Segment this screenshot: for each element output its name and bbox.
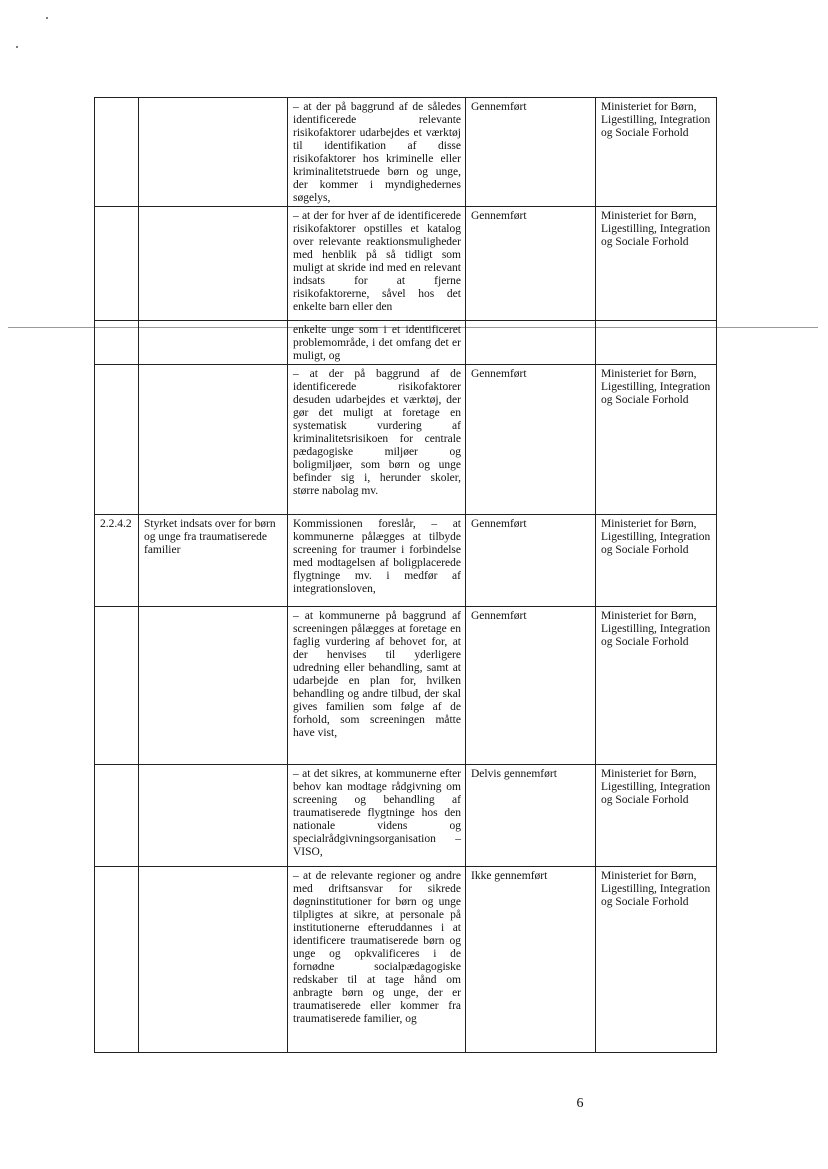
section-number-cell: 2.2.4.2	[95, 515, 139, 607]
section-number-cell	[95, 867, 139, 1053]
section-title-cell	[139, 321, 288, 365]
status-cell: Delvis gennemført	[466, 765, 596, 867]
table-row	[95, 98, 717, 207]
table-row	[95, 515, 717, 607]
table-row	[95, 365, 717, 515]
measure-cell: enkelte unge som i et identificeret problemområde, i det omfang det er muligt, og	[288, 321, 466, 365]
page-number: 6	[576, 1096, 584, 1111]
ministry-cell: Ministeriet for Børn, Ligestilling, Integration og Sociale Forhold	[596, 515, 717, 607]
status-cell: Gennemført	[466, 515, 596, 607]
status-cell: Gennemført	[466, 207, 596, 321]
ministry-cell: Ministeriet for Børn, Ligestilling, Integration og Sociale Forhold	[596, 98, 717, 207]
section-title-cell	[139, 365, 288, 515]
ministry-cell: Ministeriet for Børn, Ligestilling, Integration og Sociale Forhold	[596, 765, 717, 867]
table-row	[95, 765, 717, 867]
status-cell: Gennemført	[466, 98, 596, 207]
table-row	[95, 321, 717, 365]
section-title-cell	[139, 98, 288, 207]
ministry-cell: Ministeriet for Børn, Ligestilling, Integration og Sociale Forhold	[596, 607, 717, 765]
measure-cell: – at kommunerne på baggrund af screeningen pålægges at foretage en faglig vurdering af behovet for, at der henvises til yderligere udredning eller behandling, samt at udarbejde en plan for, hvilken behandling og andre tilbud, der skal gives familien som følge af de forhold, som screeningen måtte have vist,	[288, 607, 466, 765]
section-number-cell	[95, 207, 139, 321]
section-number-cell	[95, 98, 139, 207]
measure-cell: – at der på baggrund af de således identificerede relevante risikofaktorer udarbejdes et værktøj til identifikation af disse risikofaktorer hos kriminelle eller kriminalitetstruede børn og unge, der kommer i myndighedernes søgelys,	[288, 98, 466, 207]
measure-cell: – at det sikres, at kommunerne efter behov kan modtage rådgivning om screening og behandling af traumatiserede flygtninge hos den nationale videns og specialrådgivningsorganisation – VISO,	[288, 765, 466, 867]
section-number-cell	[95, 365, 139, 515]
section-number-cell	[95, 321, 139, 365]
ministry-cell: Ministeriet for Børn, Ligestilling, Integration og Sociale Forhold	[596, 365, 717, 515]
measure-cell: – at de relevante regioner og andre med driftsansvar for sikrede døgninstitutioner for børn og unge tilpligtes at sikre, at personale på institutionerne efteruddannes i at identificere traumatiserede børn og unge og opkvalificeres i de fornødne socialpædagogiske redskaber til at tage hånd om anbragte børn og unge, der er traumatiserede eller kommer fra traumatiserede familier, og	[288, 867, 466, 1053]
scan-speck	[46, 17, 48, 19]
status-cell	[466, 321, 596, 365]
ministry-cell: Ministeriet for Børn, Ligestilling, Integration og Sociale Forhold	[596, 867, 717, 1053]
section-title-cell	[139, 765, 288, 867]
section-title-cell	[139, 867, 288, 1053]
ministry-cell	[596, 321, 717, 365]
table-row	[95, 607, 717, 765]
measures-table	[94, 97, 717, 1053]
table-row	[95, 867, 717, 1053]
section-number-cell	[95, 765, 139, 867]
status-cell: Gennemført	[466, 607, 596, 765]
section-title-cell	[139, 207, 288, 321]
table-row	[95, 207, 717, 321]
measure-cell: – at der på baggrund af de identificerede risikofaktorer desuden udarbejdes et værktøj, der gør det muligt at foretage en systematisk vurdering af kriminalitetsrisikoen for centrale pædagogiske miljøer og boligmiljøer, som børn og unge befinder sig i, herunder skoler, større nabolag mv.	[288, 365, 466, 515]
status-cell: Gennemført	[466, 365, 596, 515]
section-title-cell	[139, 607, 288, 765]
scan-speck	[16, 46, 18, 48]
section-title-cell: Styrket indsats over for børn og unge fra traumatiserede familier	[139, 515, 288, 607]
measure-cell: – at der for hver af de identificerede risikofaktorer opstilles et katalog over relevante reaktionsmuligheder med henblik på så tidligt som muligt at skride ind med en relevant indsats for at fjerne risikofaktorerne, såvel hos det enkelte barn eller den	[288, 207, 466, 321]
status-cell: Ikke gennemført	[466, 867, 596, 1053]
section-number-cell	[95, 607, 139, 765]
ministry-cell: Ministeriet for Børn, Ligestilling, Integration og Sociale Forhold	[596, 207, 717, 321]
measure-cell: Kommissionen foreslår, – at kommunerne pålægges at tilbyde screening for traumer i forbindelse med modtagelsen af boligplacerede flygtninge mv. i medfør af integrationsloven,	[288, 515, 466, 607]
